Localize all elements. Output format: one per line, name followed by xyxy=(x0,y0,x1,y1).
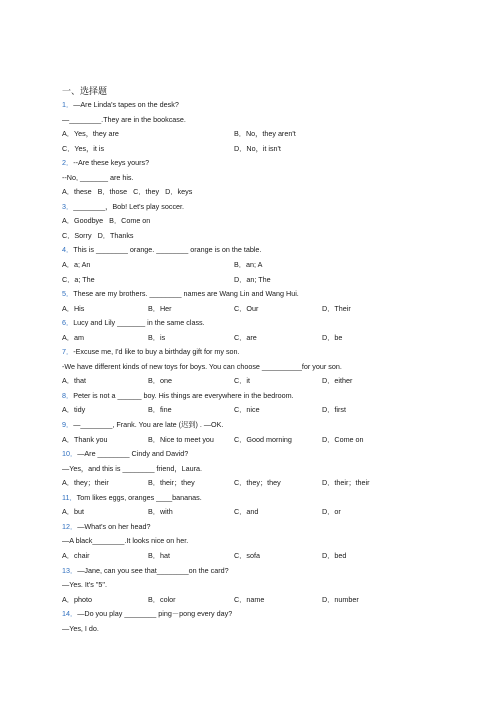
question-text: —What's on her head? xyxy=(77,521,151,531)
question-14-line-2 xyxy=(62,622,462,637)
options-row xyxy=(62,258,462,273)
question-text: —Yes，and this is ________ friend，Laura. xyxy=(62,463,202,473)
option-b: B．is xyxy=(148,332,166,342)
option-c: C．a; The xyxy=(62,274,95,284)
question-text: --No, _______ are his. xyxy=(62,172,134,182)
section-title: 一、选择题 xyxy=(62,86,108,96)
option-b: B．an; A xyxy=(234,260,263,270)
option-d: D．first xyxy=(322,405,346,415)
option-b: B．hat xyxy=(148,550,170,560)
question-1-line-2 xyxy=(62,113,462,128)
option-b: B．Come on xyxy=(109,216,151,226)
question-text: --Are these keys yours? xyxy=(73,158,150,168)
question-text: -We have different kinds of new toys for boys. You can choose __________for your son. xyxy=(62,361,342,371)
option-a: A．His xyxy=(62,303,85,313)
options-row xyxy=(62,374,462,389)
question-text: -Excuse me, I'd like to buy a birthday gift for my son. xyxy=(73,347,240,357)
option-d: D．Thanks xyxy=(97,230,134,240)
option-c: C．Good morning xyxy=(234,434,292,444)
option-a: A．these xyxy=(62,187,92,197)
question-13-line-1 xyxy=(62,564,462,579)
option-a: A．Thank you xyxy=(62,434,108,444)
question-text: This is ________ orange. ________ orange is on the table. xyxy=(73,245,262,255)
question-text: —Are ________ Cindy and David? xyxy=(77,449,189,459)
option-a: A．tidy xyxy=(62,405,86,415)
option-d: D．either xyxy=(322,376,353,386)
question-number: 3． xyxy=(62,201,74,211)
option-d: D．keys xyxy=(165,187,193,197)
question-12-line-1 xyxy=(62,520,462,535)
option-a: A．that xyxy=(62,376,86,386)
question-text: These are my brothers. ________ names are Wang Lin and Wang Hui. xyxy=(73,289,299,299)
option-a: A．photo xyxy=(62,594,92,604)
question-text: —________, Frank. You are late (迟到) . —OK. xyxy=(73,420,224,430)
question-number: 14． xyxy=(62,609,78,619)
question-text: —Yes. It's "5". xyxy=(62,580,107,590)
options-row xyxy=(62,214,462,229)
question-text: Lucy and Lily _______ in the same class. xyxy=(73,318,205,328)
option-c: C．name xyxy=(234,594,265,604)
question-3-line-1 xyxy=(62,200,462,215)
question-text: Peter is not a ______ boy. His things are everywhere in the bedroom. xyxy=(73,390,294,400)
option-a: A．chair xyxy=(62,550,90,560)
question-number: 10． xyxy=(62,449,78,459)
option-a: A．but xyxy=(62,507,84,517)
option-c: C．nice xyxy=(234,405,260,415)
question-9-line-1 xyxy=(62,418,462,433)
options-row xyxy=(62,331,462,346)
options-row xyxy=(62,505,462,520)
option-a: A．am xyxy=(62,332,84,342)
question-text: —Jane, can you see that________on the card? xyxy=(77,565,229,575)
option-b: B．their；they xyxy=(148,478,195,488)
question-number: 9． xyxy=(62,420,74,430)
question-number: 12． xyxy=(62,521,78,531)
question-7-line-1 xyxy=(62,345,462,360)
options-row xyxy=(62,476,462,491)
option-d: D．an; The xyxy=(234,274,271,284)
question-number: 7． xyxy=(62,347,74,357)
option-c: C．are xyxy=(234,332,257,342)
option-b: B．with xyxy=(148,507,173,517)
question-14-line-1 xyxy=(62,607,462,622)
question-2-line-2 xyxy=(62,171,462,186)
option-b: B．color xyxy=(148,594,176,604)
question-12-line-2 xyxy=(62,534,462,549)
question-number: 6． xyxy=(62,318,74,328)
options-row xyxy=(62,127,462,142)
question-list xyxy=(62,98,462,636)
question-number: 11． xyxy=(62,492,77,502)
question-text: Tom likes eggs, oranges ____bananas. xyxy=(76,492,202,502)
options-row xyxy=(62,185,462,200)
question-4-line-1 xyxy=(62,243,462,258)
question-text: —Yes, I do. xyxy=(62,623,99,633)
options-row xyxy=(62,593,462,608)
option-d: D．bed xyxy=(322,550,347,560)
question-10-line-1 xyxy=(62,447,462,462)
options-row xyxy=(62,229,462,244)
option-a: A．a; An xyxy=(62,260,91,270)
question-text: ________，Bob! Let's play soccer. xyxy=(73,201,185,211)
options-row xyxy=(62,142,462,157)
option-c: C．Our xyxy=(234,303,259,313)
question-6-line-1 xyxy=(62,316,462,331)
option-d: D．Their xyxy=(322,303,351,313)
option-c: C．they xyxy=(133,187,160,197)
question-1-line-1 xyxy=(62,98,462,113)
options-row xyxy=(62,549,462,564)
option-c: C．sofa xyxy=(234,550,260,560)
option-b: B．one xyxy=(148,376,172,386)
options-row xyxy=(62,273,462,288)
option-d: D．No，it isn't xyxy=(234,143,281,153)
options-row xyxy=(62,403,462,418)
option-d: D．their；their xyxy=(322,478,370,488)
question-number: 8． xyxy=(62,390,74,400)
options-row xyxy=(62,302,462,317)
question-number: 1． xyxy=(62,100,74,109)
question-10-line-2 xyxy=(62,462,462,477)
option-b: B．Nice to meet you xyxy=(148,434,214,444)
option-b: B．Her xyxy=(148,303,172,313)
question-11-line-1 xyxy=(62,491,462,506)
option-d: D．or xyxy=(322,507,341,517)
option-d: D．Come on xyxy=(322,434,364,444)
question-text: —________.They are in the bookcase. xyxy=(62,114,186,124)
option-c: C．it xyxy=(234,376,250,386)
option-b: B．No，they aren't xyxy=(234,129,296,139)
option-a: A．Goodbye xyxy=(62,216,104,226)
question-8-line-1 xyxy=(62,389,462,404)
option-c: C．they；they xyxy=(234,478,281,488)
option-d: D．number xyxy=(322,594,359,604)
option-b: B．fine xyxy=(148,405,172,415)
option-c: C．Yes，it is xyxy=(62,143,105,153)
option-a: A．Yes，they are xyxy=(62,129,119,139)
question-2-line-1 xyxy=(62,156,462,171)
option-b: B．those xyxy=(97,187,128,197)
option-c: C．Sorry xyxy=(62,230,92,240)
option-a: A．they；their xyxy=(62,478,109,488)
question-text: —A black________.It looks nice on her. xyxy=(62,536,189,546)
question-number: 13． xyxy=(62,565,78,575)
question-text: —Are Linda's tapes on the desk? xyxy=(73,100,179,109)
option-d: D．be xyxy=(322,332,343,342)
question-number: 5． xyxy=(62,289,74,299)
question-number: 2． xyxy=(62,158,74,168)
question-number: 4． xyxy=(62,245,74,255)
question-text: —Do you play ________ ping－pong every day? xyxy=(77,609,233,619)
options-row xyxy=(62,433,462,448)
option-c: C．and xyxy=(234,507,259,517)
question-13-line-2 xyxy=(62,578,462,593)
question-5-line-1 xyxy=(62,287,462,302)
question-7-line-2 xyxy=(62,360,462,375)
